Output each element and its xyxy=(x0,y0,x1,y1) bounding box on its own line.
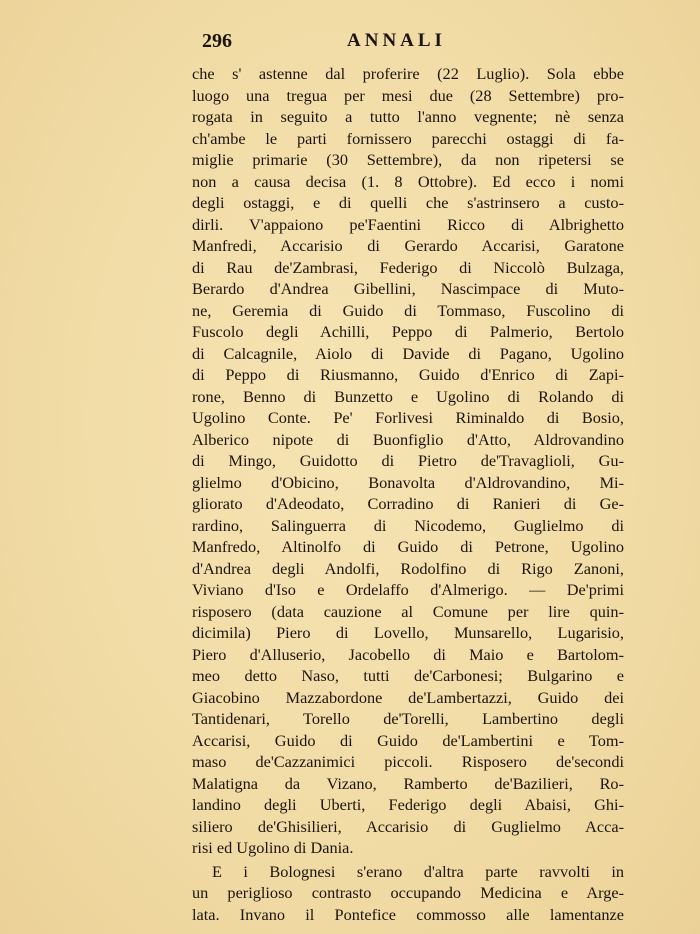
paragraph-1 xyxy=(192,63,624,859)
text-line: Fuscolo degli Achilli, Peppo di Palmerio, Bertolo xyxy=(192,322,624,341)
text-line: Manfredo, Altinolfo di Guido di Petrone, Ugolino xyxy=(192,537,624,556)
text-line: non a causa decisa (1. 8 Ottobre). Ed ecco i nomi xyxy=(192,171,624,191)
text-line: Berardo d'Andrea Gibellini, Nascimpace di Muto- xyxy=(192,279,624,298)
text-line: dicimila) Piero di Lovello, Munsarello, Lugarisio, xyxy=(192,623,624,642)
text-line: di Mingo, Guidotto di Pietro de'Travaglioli, Gu- xyxy=(192,451,624,470)
text-line: di Rau de'Zambrasi, Federigo di Niccolò Bulzaga, xyxy=(192,257,624,277)
text-line: Ugolino Conte. Pe' Forlivesi Riminaldo di Bosio, xyxy=(192,408,624,427)
text-line: landino degli Uberti, Federigo degli Abaisi, Ghi- xyxy=(192,795,624,814)
text-line: ch'ambe le parti fornissero parecchi ostaggi di fa- xyxy=(192,128,624,148)
text-line: rone, Benno di Bunzetto e Ugolino di Rolando di xyxy=(192,386,624,406)
text-line: che s' astenne dal proferire (22 Luglio). Sola ebbe xyxy=(192,64,624,83)
page-number: 296 xyxy=(202,30,232,52)
text-line: glielmo d'Obicino, Bonavolta d'Aldrovandino, Mi- xyxy=(192,472,624,492)
text-line: risposero (data cauzione al Comune per lire quin- xyxy=(192,601,624,621)
text-line: Manfredi, Accarisio di Gerardo Accarisi, Garatone xyxy=(192,236,624,255)
text-line: Viviano d'Iso e Ordelaffo d'Almerigo. — De'primi xyxy=(192,580,624,599)
text-line: Alberico nipote di Buonfiglio d'Atto, Aldrovandino xyxy=(192,429,624,449)
text-line: Malatigna da Vizano, Ramberto de'Bazilieri, Ro- xyxy=(192,773,624,793)
text-line: risi ed Ugolino di Dania. xyxy=(192,838,354,857)
text-line: E i Bolognesi s'erano d'altra parte ravvolti in xyxy=(212,861,624,881)
text-line: di Peppo di Riusmanno, Guido d'Enrico di Zapi- xyxy=(192,365,624,384)
text-line: lata. Invano il Pontefice commosso alle lamentanze xyxy=(192,904,624,924)
text-line: siliero de'Ghisilieri, Accarisio di Guglielmo Acca- xyxy=(192,816,624,836)
text-line: meo detto Naso, tutti de'Carbonesi; Bulgarino e xyxy=(192,666,624,685)
text-line: di Calcagnile, Aiolo di Davide di Pagano, Ugolino xyxy=(192,343,624,363)
page-header xyxy=(192,30,632,56)
text-line: rogata in seguito a tutto l'anno vegnente; nè senza xyxy=(192,107,624,126)
text-line: rardino, Salinguerra di Nicodemo, Guglielmo di xyxy=(192,515,624,535)
text-line: un periglioso contrasto occupando Medicina e Arge- xyxy=(192,883,624,902)
body-text xyxy=(192,63,624,925)
text-line: Tantidenari, Torello de'Torelli, Lambertino degli xyxy=(192,709,624,728)
text-line: gliorato d'Adeodato, Corradino di Ranieri di Ge- xyxy=(192,494,624,513)
text-line: ne, Geremia di Guido di Tommaso, Fuscolino di xyxy=(192,300,624,320)
text-line: miglie primarie (30 Settembre), da non ripetersi se xyxy=(192,150,624,169)
paragraph-2 xyxy=(192,861,624,926)
text-line: Giacobino Mazzabordone de'Lambertazzi, Guido dei xyxy=(192,687,624,707)
text-line: d'Andrea degli Andolfi, Rodolfino di Rigo Zanoni, xyxy=(192,558,624,578)
text-line: Piero d'Alluserio, Jacobello di Maio e Bartolom- xyxy=(192,644,624,664)
text-line: Accarisi, Guido di Guido de'Lambertini e Tom- xyxy=(192,730,624,750)
text-line: maso de'Cazzanimici piccoli. Risposero de'secondi xyxy=(192,752,624,771)
text-line: dirli. V'appaiono pe'Faentini Ricco di Albrighetto xyxy=(192,214,624,234)
text-line: degli ostaggi, e di quelli che s'astrinsero a custo- xyxy=(192,193,624,212)
text-line: luogo una tregua per mesi due (28 Settembre) pro- xyxy=(192,85,624,105)
running-title: ANNALI xyxy=(347,30,446,51)
